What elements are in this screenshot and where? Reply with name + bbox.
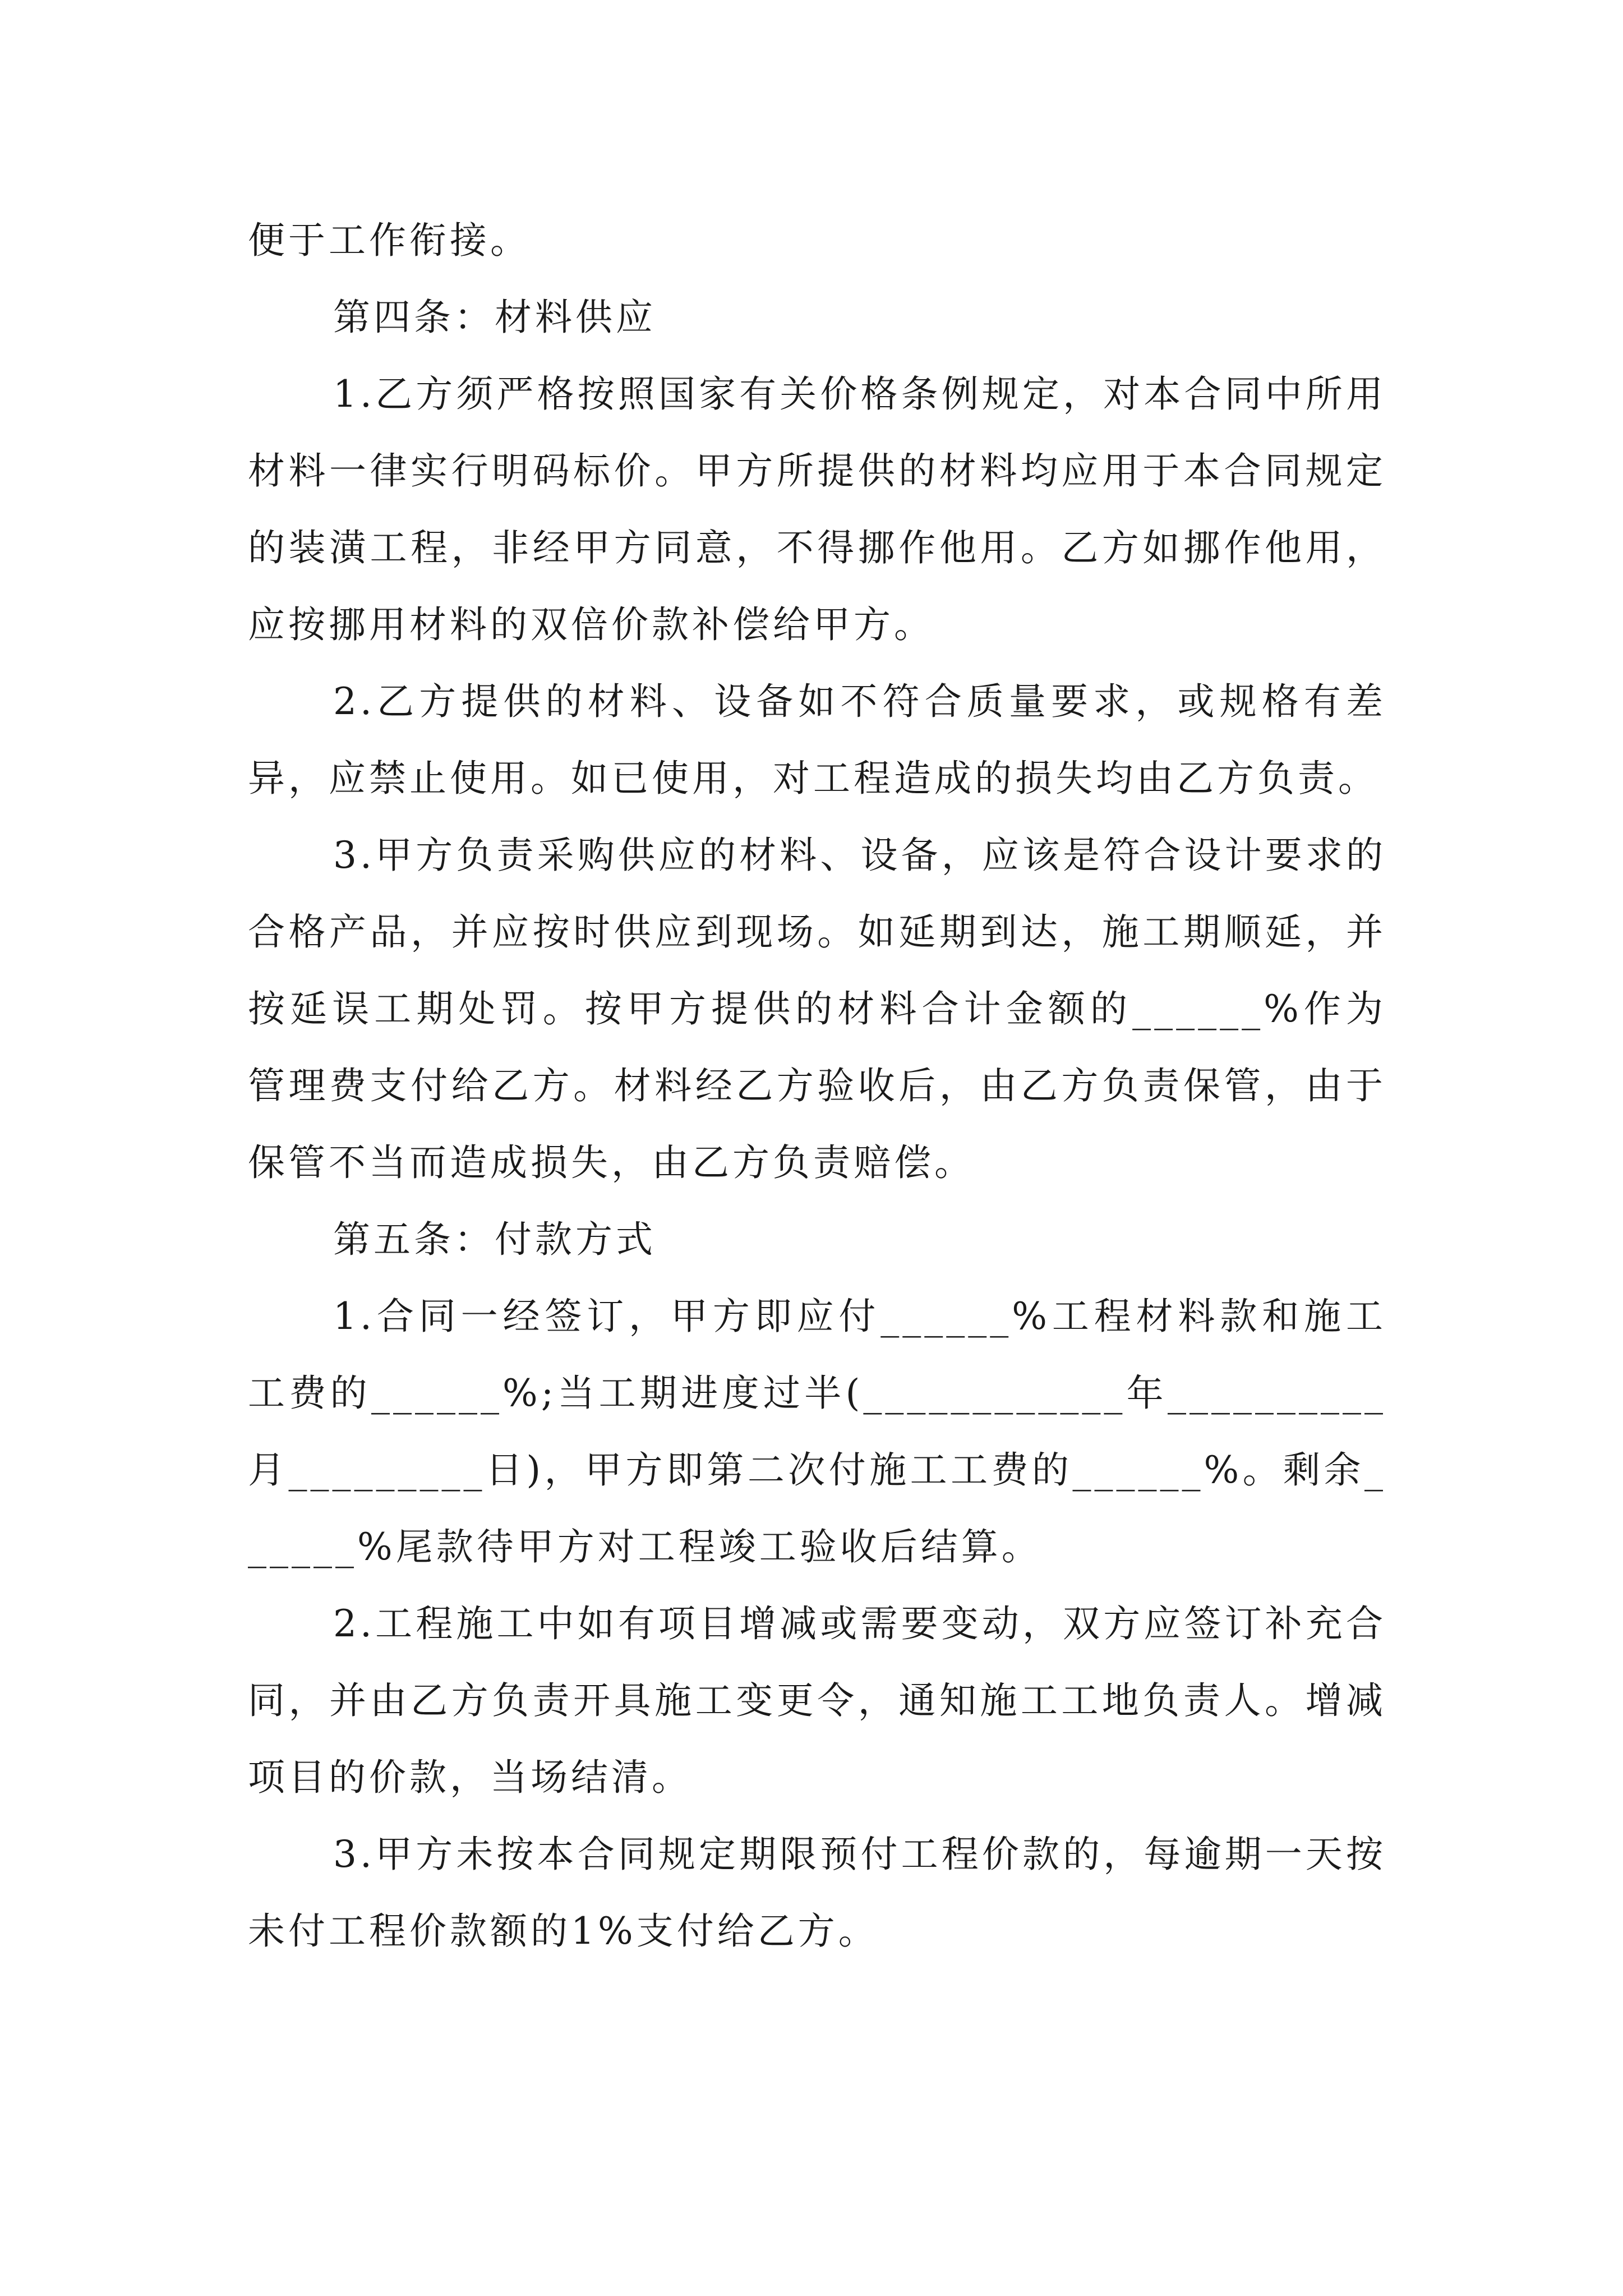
contract-body (248, 202, 1386, 1970)
article-4-heading: 第四条：材料供应 (333, 296, 656, 339)
article-4-clause-3: 3.甲方负责采购供应的材料、设备，应该是符合设计要求的合格产品，并应按时供应到现场。如延期到达，施工期顺延，并按延误工期处罚。按甲方提供的材料合计金额的______%作为管理费支付给乙方。材料经乙方验收后，由乙方负责保管，由于保管不当而造成损失，由乙方负责赔偿。 (248, 834, 1386, 1184)
article-5-clause-1: 1.合同一经签订，甲方即应付______%工程材料款和施工工费的______%;当工期进度过半(____________年__________月_________日)，甲方即第二次付施工工费的______%。剩余______%尾款待甲方对工程竣工验收后结算。 (248, 1295, 1386, 1568)
article-4-clause-2: 2.乙方提供的材料、设备如不符合质量要求，或规格有差异，应禁止使用。如已使用，对工程造成的损失均由乙方负责。 (248, 680, 1386, 800)
article-5-heading: 第五条：付款方式 (333, 1218, 656, 1261)
article-5-clause-3: 3.甲方未按本合同规定期限预付工程价款的，每逾期一天按未付工程价款额的1%支付给乙方。 (248, 1833, 1386, 1953)
article-4-clause-1: 1.乙方须严格按照国家有关价格条例规定，对本合同中所用材料一律实行明码标价。甲方所提供的材料均应用于本合同规定的装潢工程，非经甲方同意，不得挪作他用。乙方如挪作他用，应按挪用材料的双倍价款补偿给甲方。 (248, 372, 1386, 646)
article-5-clause-2: 2.工程施工中如有项目增减或需要变动，双方应签订补充合同，并由乙方负责开具施工变更令，通知施工工地负责人。增减项目的价款，当场结清。 (248, 1602, 1386, 1799)
paragraph-continuation: 便于工作衔接。 (248, 219, 531, 262)
